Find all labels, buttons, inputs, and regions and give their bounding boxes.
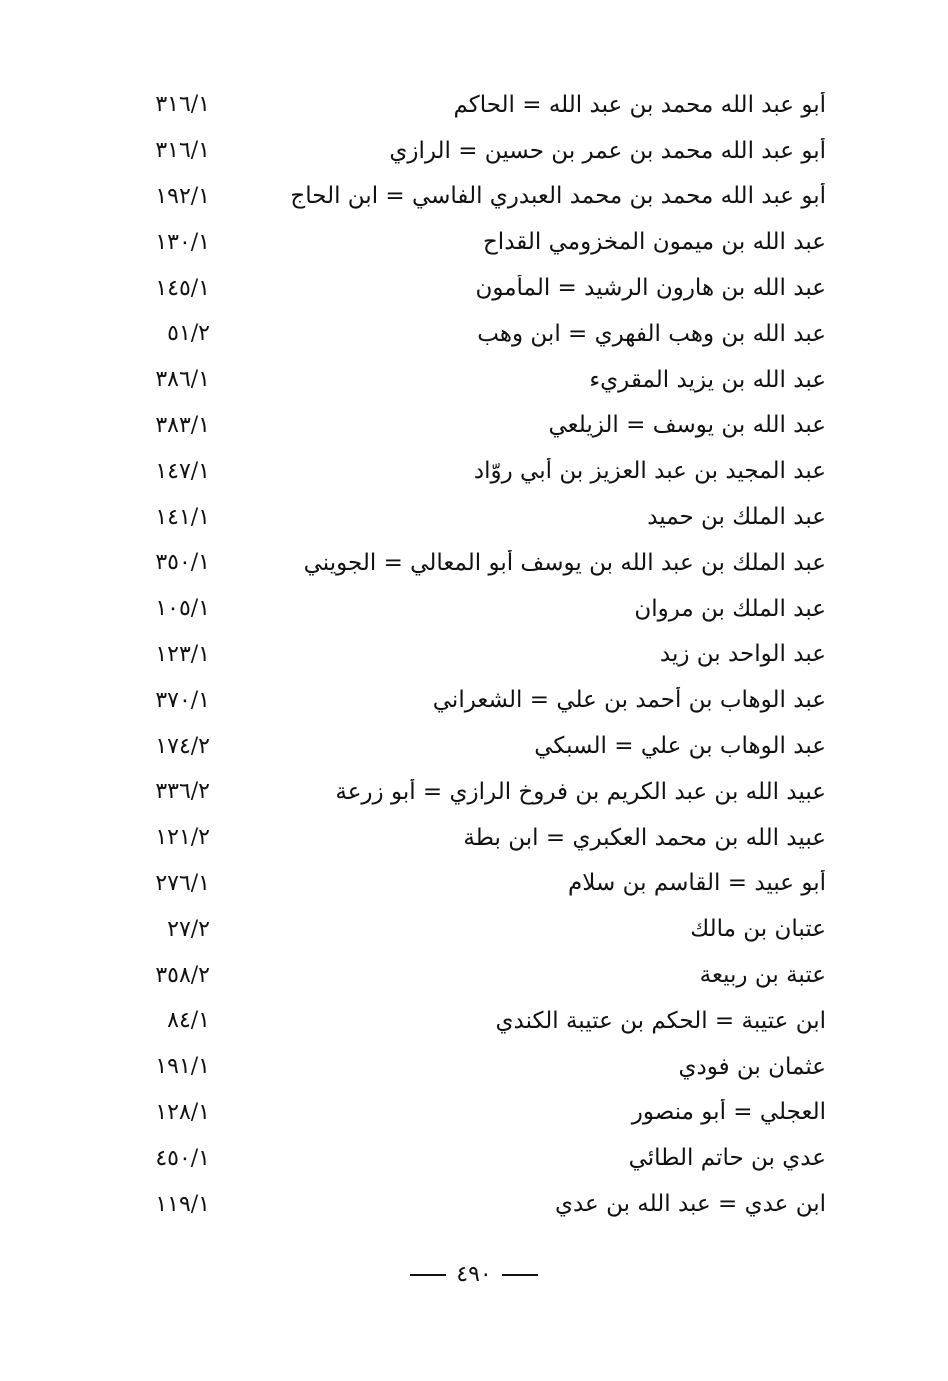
entry-page-ref: ٣٥٠/١: [155, 550, 210, 576]
index-entry: [110, 540, 826, 586]
entry-page-ref: ١٤٥/١: [155, 275, 210, 301]
index-entry: [110, 815, 826, 861]
page-number: ٤٩٠: [456, 1262, 492, 1287]
entry-page-ref: ١٢٣/١: [155, 641, 210, 667]
index-entry: [110, 128, 826, 174]
entry-name: عبيد الله بن عبد الكريم بن فروخ الرازي = أبو زرعة: [335, 778, 826, 805]
entry-page-ref: ١٧٤/٢: [155, 733, 210, 759]
entry-page-ref: ٣١٦/١: [155, 138, 210, 164]
index-entry: [110, 1135, 826, 1181]
index-entry: [110, 82, 826, 128]
entry-page-ref: ٨٤/١: [167, 1008, 210, 1034]
entry-name: عبد الوهاب بن أحمد بن علي = الشعراني: [432, 687, 826, 714]
index-entry: [110, 861, 826, 907]
entry-page-ref: ٣٨٣/١: [155, 412, 210, 438]
entry-name: أبو عبد الله محمد بن عبد الله = الحاكم: [453, 91, 826, 118]
entry-name: عبيد الله بن محمد العكبري = ابن بطة: [463, 824, 826, 851]
entry-page-ref: ٥١/٢: [167, 321, 210, 347]
entry-name: أبو عبد الله محمد بن محمد العبدري الفاسي = ابن الحاج: [290, 183, 826, 210]
entry-page-ref: ١٤٧/١: [155, 458, 210, 484]
index-entry: [110, 586, 826, 632]
index-entry: [110, 174, 826, 220]
entry-page-ref: ٤٥٠/١: [155, 1145, 210, 1171]
entry-name: ابن عدي = عبد الله بن عدي: [554, 1191, 826, 1218]
index-entry: [110, 219, 826, 265]
entry-page-ref: ٢٧/٢: [167, 916, 210, 942]
footer-dash-right: [502, 1274, 538, 1276]
entry-name: عبد الواحد بن زيد: [659, 641, 826, 668]
index-entry: [110, 769, 826, 815]
index-entry: [110, 1044, 826, 1090]
entry-name: عبد الله بن ميمون المخزومي القداح: [482, 229, 826, 256]
entry-name: عتبان بن مالك: [690, 916, 826, 943]
entry-name: عبد الله بن يوسف = الزيلعي: [548, 412, 826, 439]
entry-page-ref: ٣٣٦/٢: [155, 779, 210, 805]
entry-name: عبد المجيد بن عبد العزيز بن أبي روّاد: [473, 458, 826, 485]
name-index-list: [110, 82, 826, 1227]
index-entry: [110, 677, 826, 723]
entry-page-ref: ٣١٦/١: [155, 92, 210, 118]
entry-page-ref: ١٩٢/١: [155, 183, 210, 209]
index-entry: [110, 1090, 826, 1136]
entry-page-ref: ١٢١/٢: [155, 825, 210, 851]
entry-name: أبو عبد الله محمد بن عمر بن حسين = الرازي: [389, 137, 826, 164]
entry-page-ref: ١٢٨/١: [155, 1099, 210, 1125]
index-entry: [110, 632, 826, 678]
entry-name: عبد الله بن وهب الفهري = ابن وهب: [477, 320, 826, 347]
entry-name: عثمان بن فودي: [678, 1053, 826, 1080]
entry-page-ref: ١٣٠/١: [155, 229, 210, 255]
index-entry: [110, 448, 826, 494]
page-footer: [0, 1262, 948, 1287]
entry-name: عبد الملك بن عبد الله بن يوسف أبو المعالي = الجويني: [303, 549, 826, 576]
entry-page-ref: ٣٨٦/١: [155, 367, 210, 393]
index-entry: [110, 952, 826, 998]
entry-name: عبد الملك بن حميد: [647, 504, 826, 531]
entry-name: عدي بن حاتم الطائي: [628, 1145, 826, 1172]
index-entry: [110, 494, 826, 540]
entry-page-ref: ١٩١/١: [155, 1054, 210, 1080]
entry-name: عبد الله بن يزيد المقريء: [589, 366, 826, 393]
footer-dash-left: [410, 1274, 446, 1276]
index-entry: [110, 403, 826, 449]
index-entry: [110, 311, 826, 357]
entry-name: أبو عبيد = القاسم بن سلام: [568, 870, 826, 897]
entry-name: ابن عتيبة = الحكم بن عتيبة الكندي: [495, 1007, 826, 1034]
entry-name: العجلي = أبو منصور: [631, 1099, 826, 1126]
entry-page-ref: ١٠٥/١: [155, 596, 210, 622]
index-entry: [110, 998, 826, 1044]
index-entry: [110, 1181, 826, 1227]
entry-page-ref: ١١٩/١: [155, 1191, 210, 1217]
entry-name: عتبة بن ربيعة: [699, 962, 826, 989]
index-entry: [110, 906, 826, 952]
index-entry: [110, 723, 826, 769]
index-entry: [110, 265, 826, 311]
entry-name: عبد الوهاب بن علي = السبكي: [534, 733, 826, 760]
entry-name: عبد الملك بن مروان: [634, 595, 826, 622]
entry-page-ref: ٣٧٠/١: [155, 687, 210, 713]
entry-page-ref: ٢٧٦/١: [155, 870, 210, 896]
entry-page-ref: ١٤١/١: [155, 504, 210, 530]
entry-name: عبد الله بن هارون الرشيد = المأمون: [475, 275, 826, 302]
index-entry: [110, 357, 826, 403]
entry-page-ref: ٣٥٨/٢: [155, 962, 210, 988]
